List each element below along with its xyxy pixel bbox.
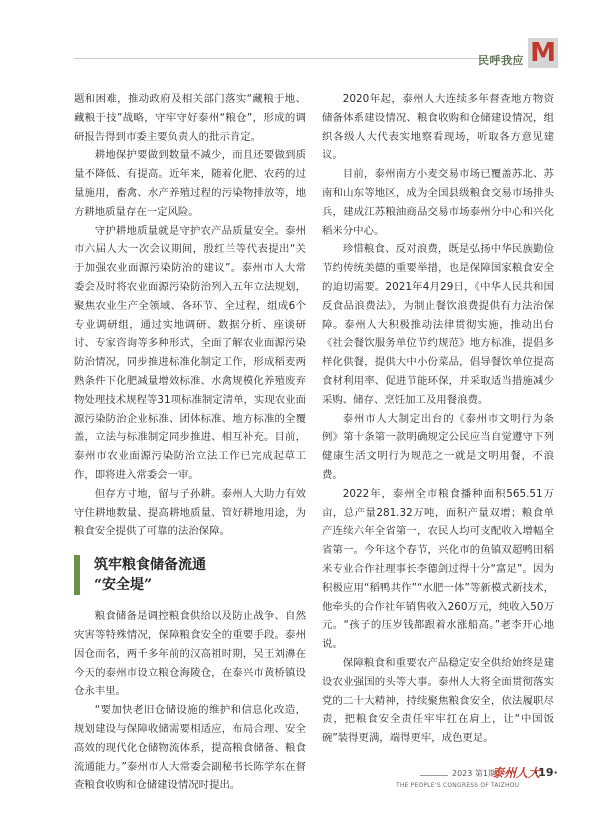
paragraph: 但存方寸地，留与子孙耕。泰州人大助力有效守住耕地数量、提高耕地质量、管好耕地用途，为粮食安全提供了可靠的法治保障。	[74, 487, 306, 538]
subheading-line: 筑牢粮食储备流通	[94, 557, 206, 574]
section-title: 民呼我应	[478, 54, 524, 67]
paragraph: 2020年起，泰州人大连续多年督查地方物资储备体系建设情况、粮食收购和仓储建设情况，组织各级人大代表实地察看现场，听取各方意见建议。	[322, 93, 554, 162]
header-rule	[74, 58, 522, 59]
paragraph: 保障粮食和重要农产品稳定安全供给始终是建设农业强国的头等大事。泰州人大将全面贯彻落实党的二十大精神，持续聚焦粮食安全，依法履职尽责，把粮食安全责任牢牢扛在肩上，让“中国饭碗”装得更满，端得更牢，成色更足。	[322, 656, 554, 745]
subheading	[74, 555, 306, 595]
footer-issue: 2023 第1期	[452, 769, 496, 778]
paragraph: 2022年，泰州全市粮食播种面积565.51万亩，总产量281.32万吨，面积产量双增；粮食单产连续六年全省第一，农民人均可支配收入增幅全省第一。今年这个春节，兴化市的鱼镇双超鸭田稻米专业合作社理事长李德剑过得十分“富足”。因为积极应用“稻鸭共作”“水肥一体”等新模式新技术，他牵头的合作社年销售收入260万元，纯收入50万元。“孩子的压岁钱都跟着水涨船高。”老李开心地说。	[322, 487, 554, 651]
left-column	[74, 90, 306, 795]
paragraph: 目前，泰州南方小麦交易市场已覆盖苏北、苏南和山东等地区，成为全国县级粮食交易市场排头兵，建成江苏粮油商品交易市场泰州分中心和兴化稻米分中心。	[322, 168, 554, 237]
footer-rule	[420, 775, 448, 776]
paragraph: “要加快老旧仓储设施的维护和信息化改造，规划建设与保障收储需要相适应，布局合理、安全高效的现代化仓储物流体系，提高粮食储备、粮食流通能力。”泰州市人大常委会副秘书长陈学东在督查粮食收购和仓储建设情况时提出。	[74, 704, 306, 792]
page-number: ·19·	[534, 766, 558, 779]
footer-brand-logo: 泰州人大	[492, 766, 541, 780]
subheading-line: “安全堤”	[94, 577, 153, 594]
paragraph: 守护耕地质量就是守护农产品质量安全。泰州市六届人大一次会议期间，殷红兰等代表提出“关于加强农业面源污染防治的建议”。泰州市人大常委会及时将农业面源污染防治列入五年立法规划，聚焦农业生产全领域、各环节、全过程，组成6个专业调研组，通过实地调研、数据分析、座谈研讨、专家咨询等多种形式，全面了解农业面源污染防治情况，同步推进标准化制定工作，形成稻麦两熟条件下化肥减量增效标准、水禽规模化养殖废弃物处理技术规程等31项标准制定清单，实现农业面源污染防治企业标准、团体标准、地方标准的全覆盖，立法与标准制定同步推进、相互补充。目前，泰州市农业面源污染防治立法工作已完成起草工作，即将进入常委会一审。	[74, 224, 306, 481]
right-column	[322, 90, 554, 748]
paragraph: 耕地保护要做到数量不减少，而且还要做到质量不降低、有提高。近年来，随着化肥、农药的过量施用，畜禽、水产养殖过程的污染物排放等，地方耕地质量存在一定风险。	[74, 149, 306, 218]
paragraph: 题和困难，推动政府及相关部门落实“藏粮于地、藏粮于技”战略，守牢守好泰州“粮仓”，形成的调研报告得到市委主要负责人的批示肯定。	[74, 93, 306, 143]
section-logo: M	[528, 38, 558, 68]
footer-subtitle: THE PEOPLE’S CONGRESS OF TAIZHOU	[396, 782, 520, 789]
paragraph: 粮食储备是调控粮食供给以及防止战争、自然灾害等特殊情况，保障粮食安全的重要手段。泰州因仓而名，两千多年前的汉高祖时期，吴王刘濞在今天的泰州市设立粮仓海陵仓，在泰兴市黄桥镇设仓永丰里。	[74, 610, 306, 698]
paragraph: 珍惜粮食、反对浪费，既是弘扬中华民族勤俭节约传统美德的重要举措，也是保障国家粮食安全的迫切需要。2021年4月29日，《中华人民共和国反食品浪费法》，为制止餐饮浪费提供有力法治保障。泰州人大积极推动法律贯彻实施，推动出台《社会餐饮服务单位节约规范》地方标准，提倡多样化供餐，提供大中小份菜品，倡导餐饮单位提高食材利用率、促进节能环保，并采取适当措施减少采购、储存、烹饪加工及用餐浪费。	[322, 243, 554, 406]
paragraph: 泰州市人大制定出台的《泰州市文明行为条例》第十条第一款明确规定公民应当自觉遵守下列健康生活文明行为规范之一就是文明用餐，不浪费。	[322, 412, 554, 481]
